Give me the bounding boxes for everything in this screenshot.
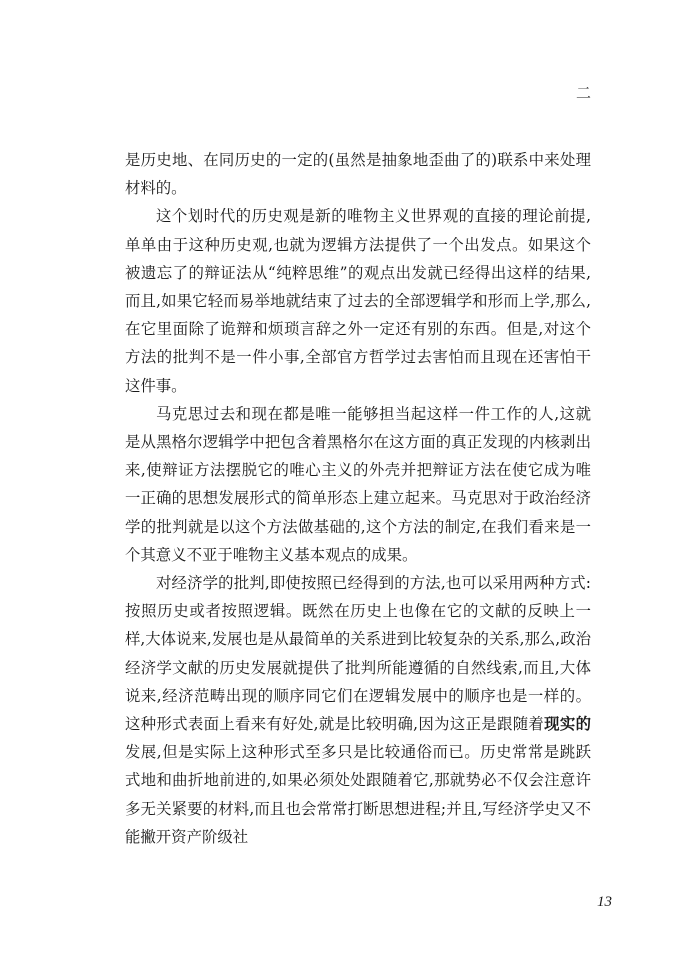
paragraph-1: 是历史地、在同历史的一定的(虽然是抽象地歪曲了的)联系中来处理材料的。 [125,151,591,198]
paragraph-4 [125,569,591,851]
paragraph-2: 这个划时代的历史观是新的唯物主义世界观的直接的理论前提,单单由于这种历史观,也就为逻辑方法提供了一个出发点。如果这个被遗忘了的辩证法从“纯粹思维”的观点出发就已经得出这样的结果,而且,如果它轻而易举地就结束了过去的全部逻辑学和形而上学,那么,在它里面除了诡辩和烦琐言辞之外一定还有别的东西。但是,对这个方法的批判不是一件小事,全部官方哲学过去害怕而且现在还害怕干这件事。 [125,207,591,395]
paragraph-3: 马克思过去和现在都是唯一能够担当起这样一件工作的人,这就是从黑格尔逻辑学中把包含着黑格尔在这方面的真正发现的内核剥出来,使辩证方法摆脱它的唯心主义的外壳并把辩证方法在使它成为唯一正确的思想发展形式的简单形态上建立起来。马克思对于政治经济学的批判就是以这个方法做基础的,这个方法的制定,在我们看来是一个其意义不亚于唯物主义基本观点的成果。 [125,404,591,564]
page-number: 13 [597,894,612,910]
paragraph-4-text-after: 发展,但是实际上这种形式至多只是比较通俗而已。历史常常是跳跃式地和曲折地前进的,如果必须处处跟随着它,那就势必不仅会注意许多无关紧要的材料,而且也会常常打断思想进程;并且,写经济学史又不能撇开资产阶级社 [125,743,591,846]
paragraph-4-text-before: 对经济学的批判,即使按照已经得到的方法,也可以采用两种方式:按照历史或者按照逻辑。既然在历史上也像在它的文献的反映上一样,大体说来,发展也是从最简单的关系进到比较复杂的关系,那么,政治经济学文献的历史发展就提供了批判所能遵循的自然线索,而且,大体说来,经济范畴出现的顺序同它们在逻辑发展中的顺序也是一样的。这种形式表面上看来有好处,就是比较明确,因为这正是跟随着 [125,574,591,734]
body-text [125,146,591,851]
running-head: 二 [576,84,592,102]
paragraph-4-emphasis: 现实的 [544,715,591,734]
